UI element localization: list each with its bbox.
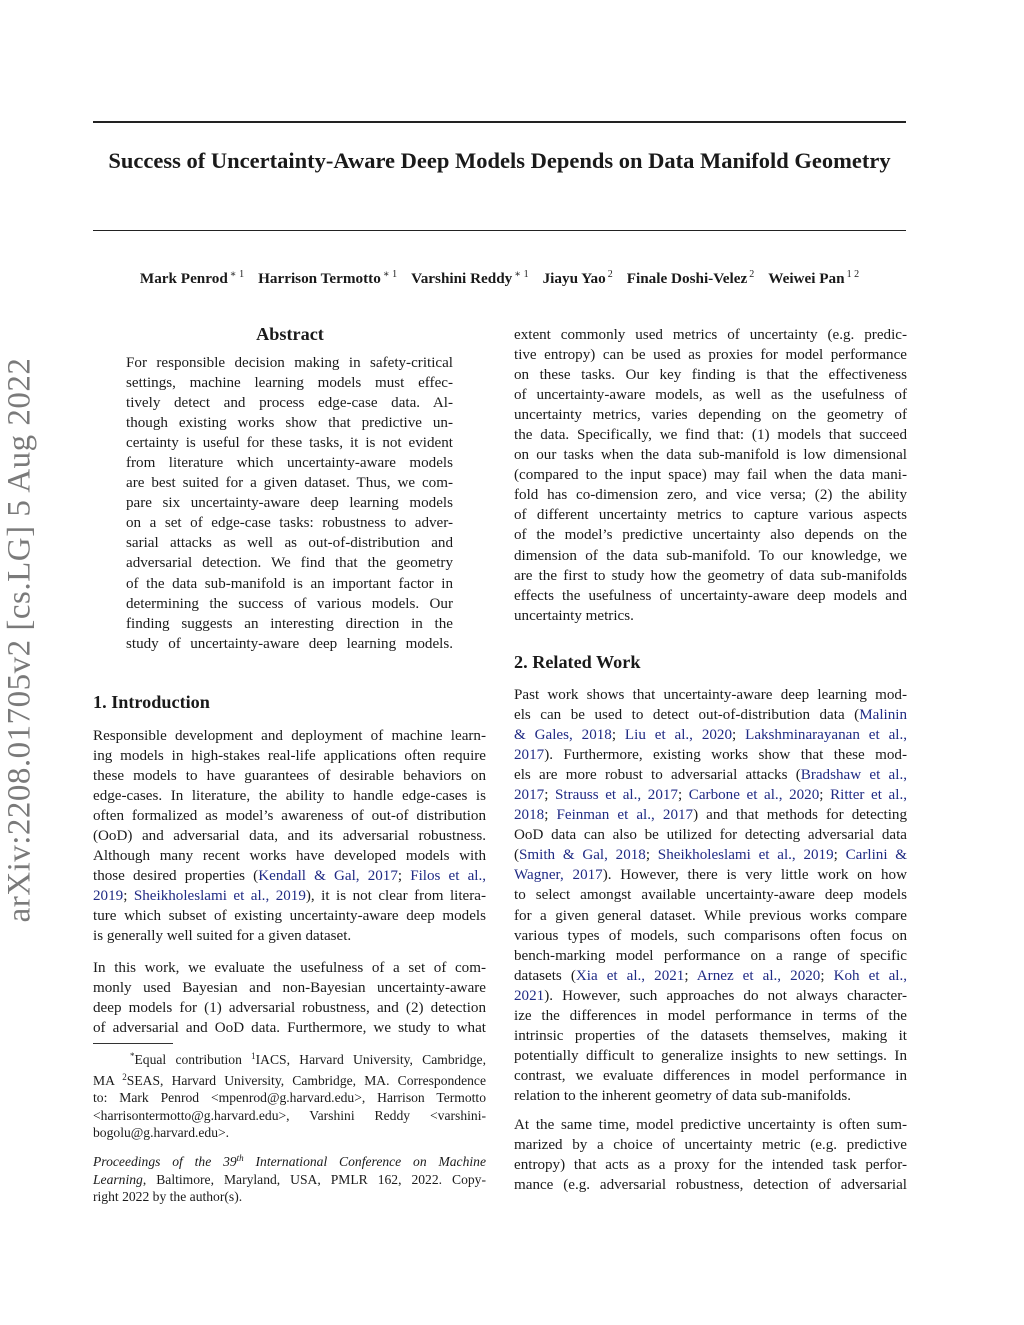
text-line: on our tasks when the data sub-manifold is low dimensional — [514, 447, 907, 464]
text-line: is generally well suited for a given dataset. — [93, 928, 352, 945]
text-line: right 2022 by the author(s). — [93, 1189, 243, 1205]
text-run — [781, 968, 790, 984]
text-line: of the data sub-manifold is an important factor in — [126, 575, 453, 592]
citation-year: 2021 — [654, 967, 685, 984]
text-line: (compared to the input space) may fail when the data mani- — [514, 467, 907, 484]
text-run: , Baltimore, Maryland, USA, PMLR 162, 2022. Copy- — [142, 1171, 486, 1187]
text-run: ). However, such approaches do not always character- — [544, 987, 907, 1004]
citation-year: 2018 — [581, 727, 612, 744]
text-run: IACS, Harvard University, Cambridge, — [255, 1052, 486, 1067]
citation-link[interactable] — [514, 867, 603, 883]
author-name: Mark Penrod — [139, 270, 228, 287]
footnote — [93, 1048, 486, 1142]
author-name: Varshini Reddy — [411, 270, 513, 287]
text-line: potentially difficult to generalize insights to new settings. In — [514, 1047, 907, 1064]
citation-authors: Feinman et al., — [556, 807, 655, 824]
paper-title: Success of Uncertainty-Aware Deep Models Depends on Data Manifold Geometry — [108, 148, 891, 173]
text-run: ; — [819, 787, 831, 804]
text-line: deep models for (1) adversarial robustness, and (2) detection — [93, 1000, 486, 1017]
footnote-marker: 2 — [122, 1071, 127, 1082]
citation-year: 2020 — [790, 967, 821, 984]
citation-link[interactable] — [514, 727, 612, 743]
citation-link[interactable] — [556, 807, 693, 823]
text-run: ; — [820, 967, 834, 984]
author-affiliation: ∗ 1 — [382, 269, 398, 280]
text-line: fold has co-dimension zero, and vice versa; (2) the ability — [514, 487, 907, 504]
text-run: ; — [397, 868, 411, 885]
citation-authors: Smith & Gal, — [519, 847, 608, 864]
citation-link[interactable]: 2018 — [514, 807, 545, 824]
text-line: finding suggests an interesting direction in the — [126, 615, 453, 632]
text-line — [514, 765, 907, 785]
related-work-heading: 2. Related Work — [514, 652, 641, 672]
text-line: are the first to study how the geometry of data sub-manifolds — [514, 567, 907, 584]
author-name: Jiayu Yao — [542, 270, 606, 287]
author-affiliation: 2 — [749, 269, 755, 280]
text-line — [93, 1150, 486, 1171]
author — [627, 270, 755, 287]
citation-link[interactable]: 2017 — [514, 787, 545, 804]
related-work-paragraph — [514, 1115, 907, 1195]
text-line: <harrisontermotto@g.harvard.edu>, Varshini Reddy <varshini- — [93, 1107, 486, 1123]
text-run — [693, 727, 702, 743]
text-line: on these tasks. Our key finding is that the effectiveness — [514, 367, 907, 384]
introduction-paragraph — [93, 958, 486, 1038]
text-line: various types of models, such comparisons often focus on — [514, 927, 907, 944]
text-line: monly used Bayesian and non-Bayesian uncertainty-aware — [93, 980, 486, 997]
text-line: Although many recent works have developed models with — [93, 848, 486, 865]
text-line: settings, machine learning models must effec- — [126, 375, 453, 392]
text-line: pare six uncertainty-aware deep learning models — [126, 495, 453, 512]
text-line: entropy) that acts as a proxy for the intended task perfor- — [514, 1157, 907, 1174]
text-line: on a set of edge-case tasks: robustness to adver- — [126, 515, 453, 532]
text-run: ). However, there is very little work on how — [602, 867, 907, 884]
text-line — [514, 865, 907, 885]
text-line: bench-marking model performance on a range of specific — [514, 947, 907, 964]
text-run: ; — [645, 847, 658, 864]
author-affiliation: 2 — [607, 269, 613, 280]
citation-link[interactable] — [625, 727, 732, 743]
citation-authors: Sheikholeslami et al., — [657, 847, 796, 864]
citation-link[interactable]: Lakshminarayanan et al., — [745, 727, 908, 744]
text-line: marized by a choice of uncertainty metric (e.g. predictive — [514, 1137, 907, 1154]
citation-link[interactable] — [134, 888, 306, 904]
citation-year: 2019 — [275, 888, 306, 905]
text-line: At the same time, model predictive uncertainty is often sum- — [514, 1117, 907, 1133]
text-line: certainty is useful for these tasks, it is not evident — [126, 435, 453, 452]
text-run: Equal contribution — [134, 1052, 252, 1067]
text-line: effects the usefulness of uncertainty-aware deep models and — [514, 587, 907, 604]
text-line: for a given general dataset. While previous works compare — [514, 907, 907, 924]
footnote-marker: 1 — [251, 1051, 256, 1061]
text-line: For responsible decision making in safety-critical — [126, 355, 453, 371]
citation-year: 2020 — [701, 727, 733, 744]
text-run: ; — [684, 967, 697, 984]
citation-year: 2018 — [615, 847, 646, 864]
text-line: of uncertainty-aware models, as well as the usefulness of — [514, 387, 907, 404]
citation-authors: Sheikholeslami et al., — [133, 888, 270, 905]
text-run: datasets ( — [514, 967, 576, 984]
author — [543, 270, 613, 287]
introduction-paragraph-continued — [514, 325, 907, 626]
citation-link[interactable]: Malinin — [859, 707, 907, 724]
text-line: of different uncertainty metrics to capture various aspects — [514, 507, 907, 524]
citation-link[interactable] — [258, 868, 398, 884]
text-line — [93, 1171, 486, 1189]
text-run: ; — [677, 787, 689, 804]
text-line: uncertainty metrics, varies depending on the geometry of — [514, 407, 907, 424]
abstract-body — [126, 353, 453, 654]
text-run — [573, 727, 582, 743]
citation-link[interactable] — [658, 847, 834, 863]
text-run: Learning — [93, 1171, 143, 1187]
text-line: ize the differences in model performance in terms of the — [514, 1007, 907, 1024]
text-line: Responsible development and deployment of machine learn- — [93, 728, 486, 744]
text-run: ; — [123, 888, 134, 905]
author-name: Weiwei Pan — [768, 270, 845, 287]
text-run: 39 — [223, 1154, 237, 1169]
title-rule-top — [93, 121, 906, 123]
citation-authors: Xia et al., — [575, 967, 646, 984]
text-line: to select amongst available uncertainty-aware deep models — [514, 887, 907, 904]
text-line: though existing works show that predictive un- — [126, 415, 453, 432]
text-line: extent commonly used metrics of uncertainty (e.g. predic- — [514, 327, 907, 343]
text-run: Proceedings of the — [93, 1154, 224, 1169]
citation-year: 2017 — [647, 787, 678, 804]
text-run: ) and that methods for detecting — [693, 807, 908, 824]
text-run: ), it is not clear from litera- — [305, 888, 486, 905]
text-run: ; — [544, 807, 557, 824]
text-run: MA — [93, 1072, 123, 1088]
citation-authors: Carbone et al., — [688, 787, 783, 804]
author-affiliation: ∗ 1 — [514, 269, 529, 280]
text-run: els can be used to detect out-of-distribution data ( — [514, 707, 860, 724]
author — [258, 270, 397, 287]
text-run: th — [236, 1153, 244, 1163]
text-line: often formalized as model’s awareness of out-of distribution — [93, 808, 486, 825]
text-run — [608, 847, 616, 863]
author — [140, 270, 244, 287]
text-line: from literature which uncertainty-aware models — [126, 455, 453, 472]
text-line: ing models in high-stakes real-life applications often require — [93, 748, 486, 765]
text-line: study of uncertainty-aware deep learning models. — [126, 635, 453, 652]
proceedings-note — [93, 1150, 486, 1206]
text-line: uncertainty metrics. — [514, 607, 634, 624]
text-run: ; — [833, 847, 846, 864]
citation-link[interactable]: 2017 — [514, 747, 545, 764]
text-line: mance (e.g. adversarial robustness, detection of adversarial — [514, 1177, 907, 1194]
text-line: Past work shows that uncertainty-aware deep learning mod- — [514, 687, 907, 703]
introduction-heading: 1. Introduction — [93, 692, 210, 712]
text-run — [564, 867, 573, 883]
text-line — [514, 986, 907, 1006]
text-line: contrast, we evaluate differences in model performance in — [514, 1067, 907, 1084]
citation-link[interactable]: Ritter et al., — [830, 787, 908, 804]
citation-year: 2020 — [789, 787, 820, 804]
text-run: els are more robust to adversarial attacks ( — [514, 767, 801, 784]
citation-year: 2017 — [367, 868, 398, 885]
author-affiliation: ∗ 1 — [229, 269, 245, 280]
citation-link[interactable] — [689, 787, 819, 803]
text-line: sarial attacks as well as out-of-distribution and — [126, 535, 453, 552]
text-line: of adversarial and OoD data. Furthermore, we study to what — [93, 1020, 486, 1037]
text-line: tive entropy) can be used as proxies for model performance — [514, 347, 907, 364]
text-line — [514, 705, 907, 725]
text-run: those desired properties ( — [93, 868, 259, 885]
text-line: (OoD) and adversarial data, and its adversarial robustness. — [93, 828, 486, 845]
text-line — [514, 745, 907, 765]
text-line — [514, 966, 907, 986]
citation-link[interactable]: 2019 — [93, 888, 124, 905]
abstract-heading: Abstract — [256, 324, 324, 344]
text-run — [655, 807, 663, 823]
text-run — [360, 868, 368, 884]
citation-link[interactable] — [519, 847, 646, 863]
citation-authors: Liu et al., — [624, 727, 693, 744]
text-line: relation to the inherent geometry of data sub-manifolds. — [514, 1087, 851, 1104]
citation-link[interactable]: Koh et al., — [833, 967, 908, 984]
citation-link[interactable]: Bradshaw et al., — [800, 767, 907, 784]
title-rule-bottom — [93, 230, 906, 231]
author-name: Harrison Termotto — [258, 270, 381, 287]
citation-year: 2017 — [572, 867, 603, 884]
citation-link[interactable]: 2021 — [514, 987, 545, 1004]
text-run: ( — [514, 847, 520, 864]
citation-year: 2017 — [662, 807, 694, 824]
text-run: ; — [611, 727, 625, 744]
text-line — [514, 725, 907, 745]
citation-authors: Arnez et al., — [696, 967, 782, 984]
text-run: SEAS, Harvard University, Cambridge, MA. Correspondence — [126, 1072, 486, 1088]
text-run: International Conference on Machine — [243, 1154, 486, 1169]
text-line: tively detect and process edge-case data. Al- — [126, 395, 453, 412]
citation-authors: Kendall & Gal, — [258, 868, 360, 885]
text-run: ). Furthermore, existing works show that these mod- — [544, 747, 907, 764]
text-line: of the model’s predictive uncertainty also depends on the — [514, 527, 907, 544]
text-line: the data. Specifically, we find that: (1) models that succeed — [514, 427, 907, 444]
text-run: ; — [544, 787, 555, 804]
arxiv-stamp-text: arXiv:2208.01705v2 [cs.LG] 5 Aug 2022 — [1, 357, 38, 923]
footnote-marker: * — [129, 1051, 135, 1061]
author-list — [93, 265, 906, 289]
text-line: adversarial detection. We find that the geometry — [126, 555, 453, 572]
author-affiliation: 1 2 — [846, 269, 860, 280]
citation-link[interactable]: Carlini & — [845, 847, 908, 864]
citation-link[interactable] — [555, 787, 678, 803]
text-run — [645, 968, 654, 984]
author — [768, 270, 859, 287]
introduction-paragraph — [93, 726, 486, 947]
citation-year: 2019 — [803, 847, 834, 864]
text-line: these models to have guarantees of desirable behaviors on — [93, 768, 486, 785]
related-work-paragraph — [514, 685, 907, 1106]
text-line: determining the success of various models. Our — [126, 595, 453, 612]
citation-authors: & Gales, — [514, 727, 573, 744]
text-run — [641, 787, 648, 803]
text-line: dimension of the data sub-manifold. To our knowledge, we — [514, 547, 907, 564]
citation-authors: Strauss et al., — [555, 787, 642, 804]
text-line: In this work, we evaluate the usefulness of a set of com- — [93, 960, 486, 976]
text-run: ; — [732, 727, 746, 744]
text-line — [93, 886, 486, 906]
text-line — [93, 866, 486, 886]
text-line — [514, 845, 907, 865]
text-line: are best suited for a given dataset. Thus, we com- — [126, 475, 453, 492]
text-line: to: Mark Penrod <mpenrod@g.harvard.edu>, Harrison Termotto — [93, 1090, 486, 1106]
text-line: edge-cases. In literature, the ability to handle edge-cases is — [93, 788, 486, 805]
text-line — [93, 1069, 486, 1090]
text-line: ture which subset of existing uncertainty-aware deep models — [93, 908, 486, 925]
author — [411, 270, 528, 287]
footnote-divider — [93, 1043, 173, 1044]
text-line: bogolu@g.harvard.edu>. — [93, 1125, 230, 1141]
text-line — [93, 1048, 486, 1069]
text-line: OoD data can also be utilized for detecting adversarial data — [514, 827, 907, 844]
text-line: intrinsic properties of the datasets themselves, making it — [514, 1027, 907, 1044]
citation-link[interactable]: Filos et al., — [410, 868, 487, 885]
text-line — [514, 805, 907, 825]
citation-link[interactable] — [697, 968, 821, 984]
text-line — [514, 785, 907, 805]
citation-link[interactable] — [576, 968, 684, 984]
author-name: Finale Doshi-Velez — [626, 270, 748, 287]
citation-authors: Wagner, — [514, 867, 564, 884]
